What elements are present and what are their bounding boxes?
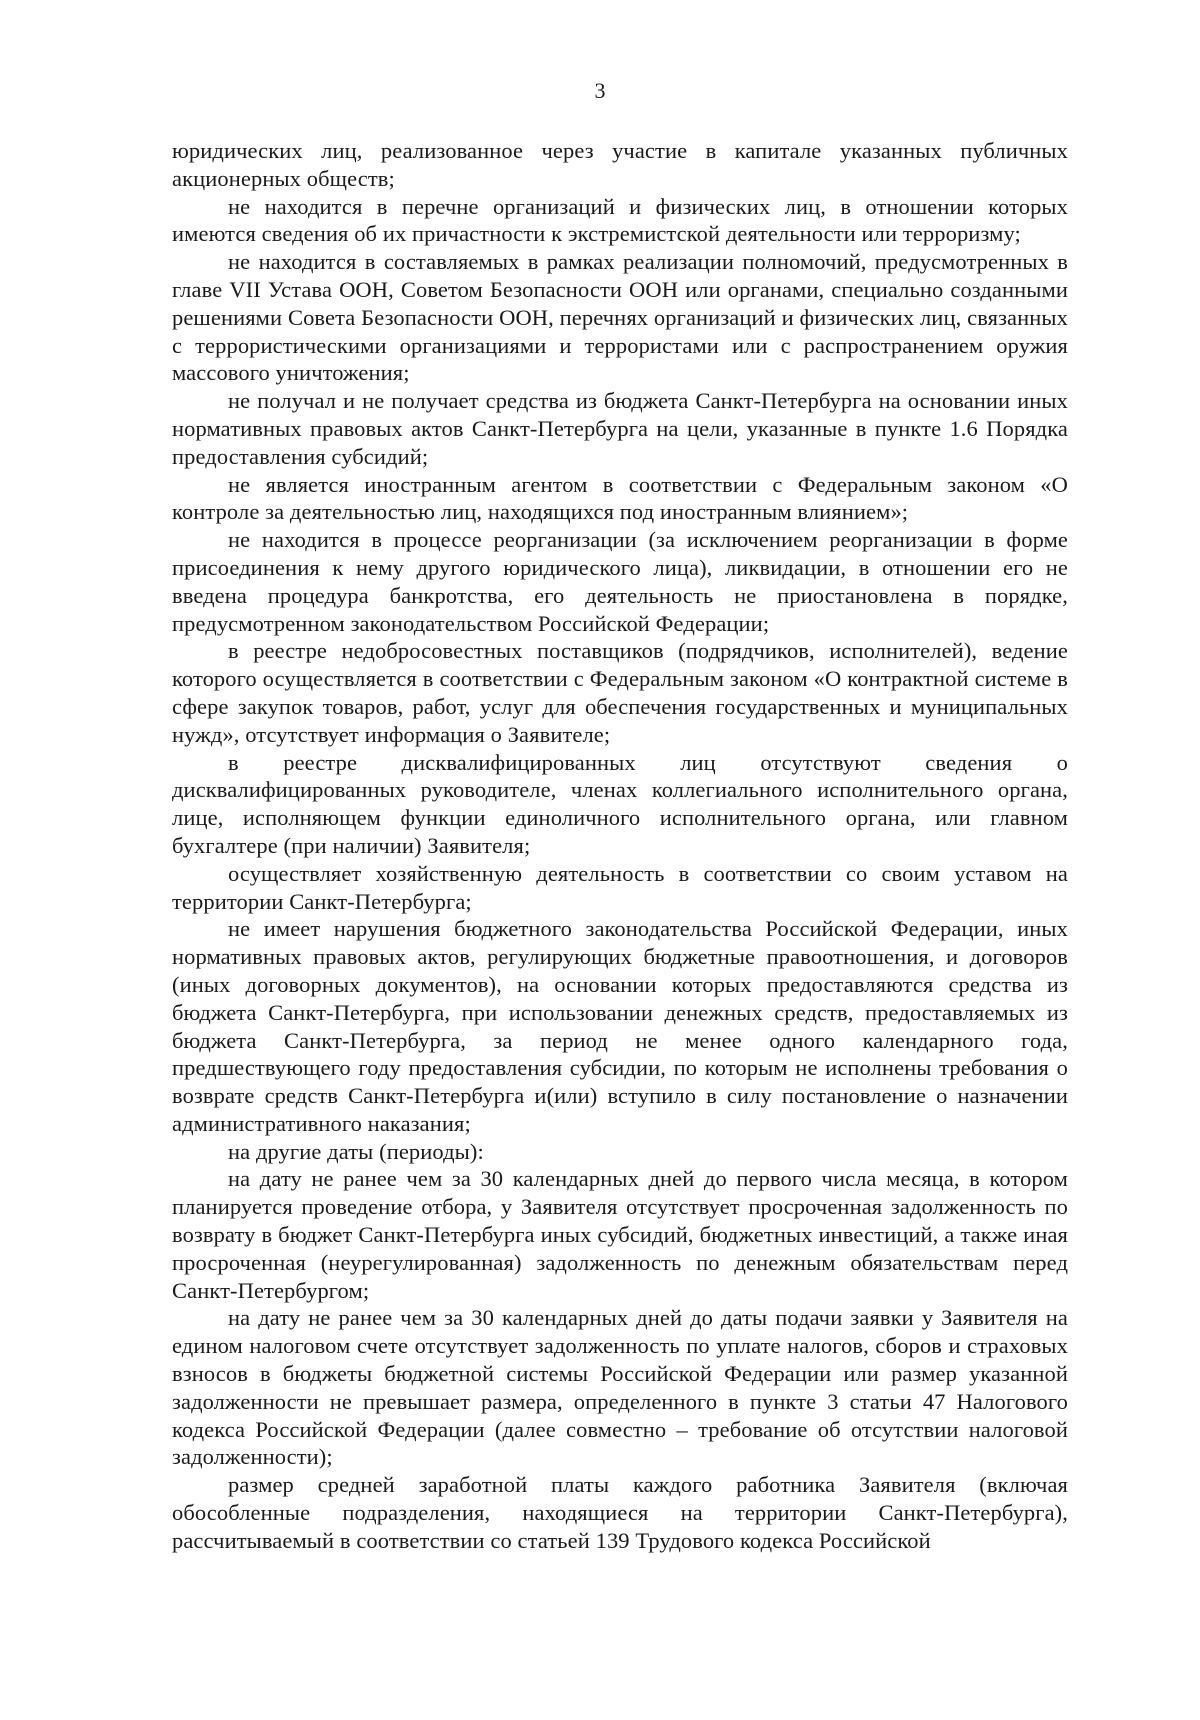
paragraph-reorganization: не находится в процессе реорганизации (за исключением реорганизации в форме присоединения к нему другого юридического лица), ликвидации, в отношении его не введена процедура банкротства, его деятельность не приостановлена в порядке, предусмотренном законодательством Российской Федерации; (172, 527, 1068, 636)
paragraph-disqualified-persons: в реестре дисквалифицированных лиц отсутствуют сведения о дисквалифицированных руководителе, членах коллегиального исполнительного органа, лице, исполняющем функции единоличного исполнительного органа, или главном бухгалтере (при наличии) Заявителя; (172, 749, 1068, 858)
paragraph-other-dates: на другие даты (периоды): (228, 1138, 484, 1164)
paragraph-business-activity: осуществляет хозяйственную деятельность в соответствии со своим уставом на территории Санкт-Петербурга; (172, 860, 1068, 914)
paragraph-unfair-suppliers: в реестре недобросовестных поставщиков (подрядчиков, исполнителей), ведение которого осуществляется в соответствии с Федеральным законом «О контрактной системе в сфере закупок товаров, работ, услуг для обеспечения государственных и муниципальных нужд», отсутствует информация о Заявителе; (172, 638, 1068, 747)
paragraph-average-salary: размер средней заработной платы каждого работника Заявителя (включая обособленные подразделения, находящиеся на территории Санкт-Петербурга), рассчитываемый в соответствии со статьей 139 Трудового кодекса Российской (172, 1472, 1068, 1553)
paragraph-foreign-agent: не является иностранным агентом в соответствии с Федеральным законом «О контроле за деятельностью лиц, находящихся под иностранным влиянием»; (172, 471, 1068, 525)
paragraph-un-lists: не находится в составляемых в рамках реализации полномочий, предусмотренных в главе VII Устава ООН, Советом Безопасности ООН или органами, специально созданными решениями Совета Безопасности ООН, перечнях организаций и физических лиц, связанных с террористическими организациями и террористами или с распространением оружия массового уничтожения; (172, 249, 1068, 386)
paragraph-overdue-debt: на дату не ранее чем за 30 календарных дней до первого числа месяца, в котором планируется проведение отбора, у Заявителя отсутствует просроченная задолженность по возврату в бюджет Санкт-Петербурга иных субсидий, бюджетных инвестиций, а также иная просроченная (неурегулированная) задолженность по денежным обязательствам перед Санкт-Петербургом; (172, 1166, 1068, 1303)
paragraph-no-budget-funds: не получал и не получает средства из бюджета Санкт-Петербурга на основании иных нормативных правовых актов Санкт-Петербурга на цели, указанные в пункте 1.6 Порядка предоставления субсидий; (172, 388, 1068, 469)
paragraph-extremism-list: не находится в перечне организаций и физических лиц, в отношении которых имеются сведения об их причастности к экстремистской деятельности или терроризму; (172, 193, 1068, 247)
page-number: 3 (594, 78, 606, 103)
paragraph-budget-violations: не имеет нарушения бюджетного законодательства Российской Федерации, иных нормативных правовых актов, регулирующих бюджетные правоотношения, и договоров (иных договорных документов), на основании которых предоставляются средства из бюджета Санкт-Петербурга, при использовании денежных средств, предоставляемых из бюджета Санкт-Петербурга, за период не менее одного календарного года, предшествующего году предоставления субсидии, по которым не исполнены требования о возврате средств Санкт-Петербурга и(или) вступило в силу постановление о назначении административного наказания; (172, 916, 1068, 1136)
document-body (172, 137, 1068, 1555)
paragraph-tax-debt: на дату не ранее чем за 30 календарных дней до даты подачи заявки у Заявителя на едином налоговом счете отсутствует задолженность по уплате налогов, сборов и страховых взносов в бюджеты бюджетной системы Российской Федерации или размер указанной задолженности не превышает размера, определенного в пункте 3 статьи 47 Налогового кодекса Российской Федерации (далее совместно – требование об отсутствии налоговой задолженности); (172, 1305, 1068, 1470)
paragraph-continuation: юридических лиц, реализованное через участие в капитале указанных публичных акционерных обществ; (172, 138, 1068, 191)
